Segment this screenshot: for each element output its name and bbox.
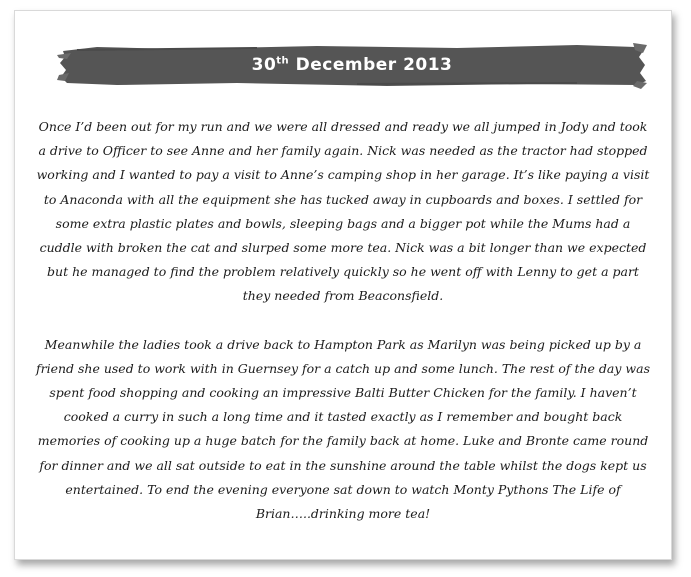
journal-entry-body (35, 115, 651, 526)
journal-page (14, 10, 672, 560)
date-day-suffix: th (276, 55, 290, 67)
date-banner (57, 37, 647, 93)
entry-date-title (57, 37, 647, 93)
journal-paragraph-1: Once I’d been out for my run and we were all dressed and ready we all jumped in Jody and took a drive to Officer to see Anne and her family again. Nick was needed as the tractor had stopped working and I wanted to pay a visit to Anne’s camping shop in her garage. It’s like paying a visit to Anaconda with all the equipment she has tucked away in cupboards and boxes. I settled for some extra plastic plates and bowls, sleeping bags and a bigger pot while the Mums had a cuddle with broken the cat and slurped some more tea. Nick was a bit longer than we expected but he managed to find the problem relatively quickly so he went off with Lenny to get a part they needed from Beaconsfield. (36, 119, 650, 304)
journal-paragraph-2: Meanwhile the ladies took a drive back to Hampton Park as Marilyn was being picked up by a friend she used to work with in Guernsey for a catch up and some lunch. The rest of the day was spent food shopping and cooking an impressive Balti Butter Chicken for the family. I haven’t cooked a curry in such a long time and it tasted exactly as I remember and bought back memories of cooking up a huge batch for the family back at home. Luke and Bronte came round for dinner and we all sat outside to eat in the sunshine around the table whilst the dogs kept us entertained. To end the evening everyone sat down to watch Monty Pythons The Life of Brian…..drinking more tea! (35, 336, 650, 522)
date-month-year: December 2013 (295, 55, 453, 75)
date-day: 30 (251, 55, 277, 75)
